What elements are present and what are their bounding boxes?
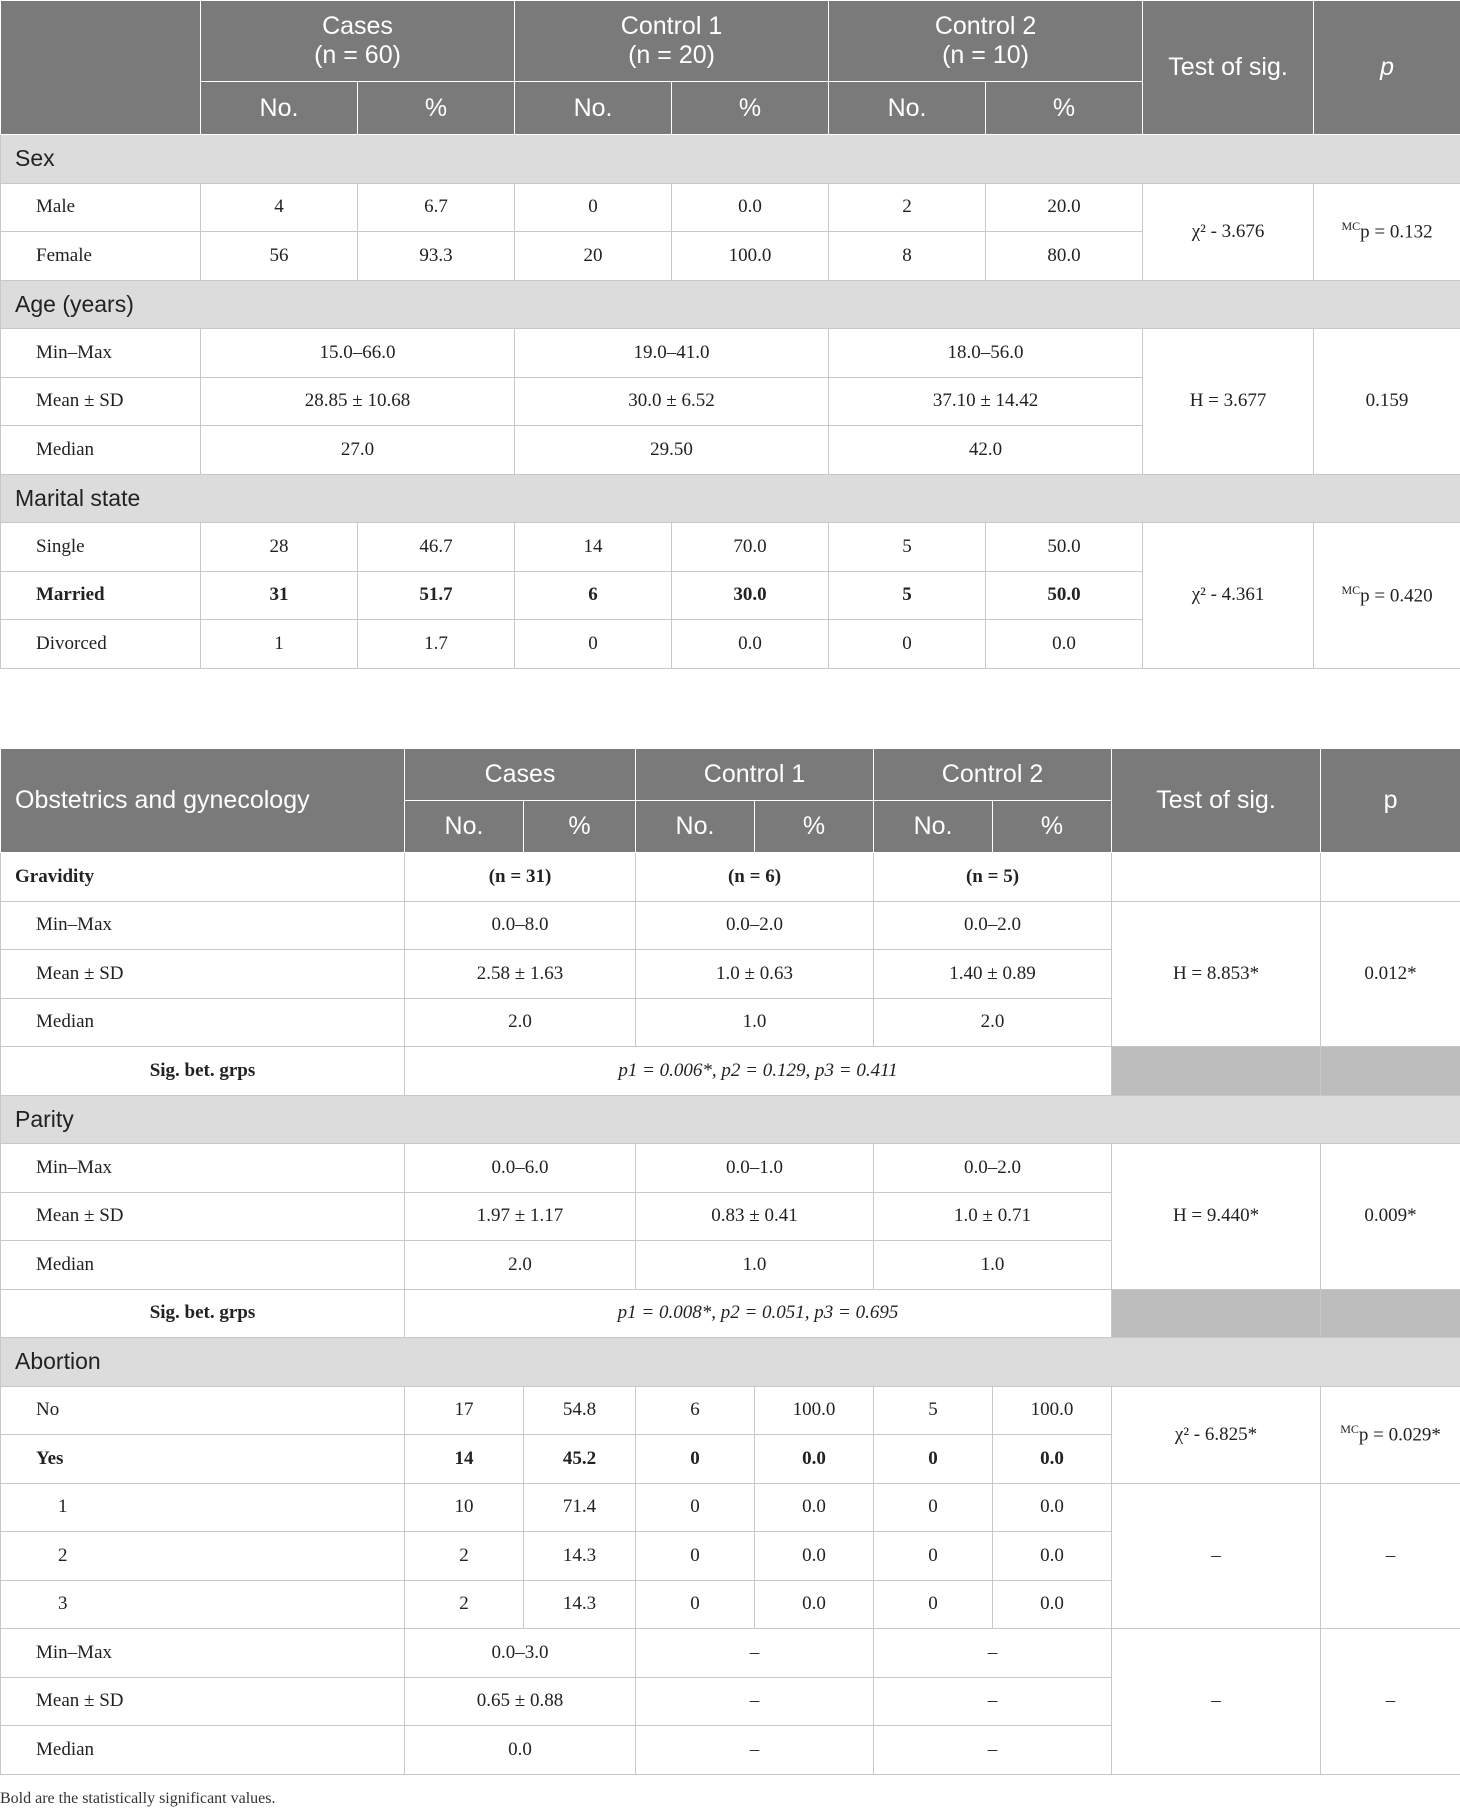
- cell: 1.97 ± 1.17: [405, 1192, 636, 1241]
- row-label: Median: [1, 1726, 405, 1775]
- cell: 0.0: [993, 1580, 1112, 1629]
- cell: [1321, 853, 1460, 902]
- cell: 0: [874, 1580, 993, 1629]
- test-cell: H = 3.677: [1143, 329, 1314, 475]
- cell: 0.83 ± 0.41: [636, 1192, 874, 1241]
- cell: 5: [829, 523, 986, 572]
- section-marital: Marital state: [1, 474, 1460, 523]
- test-cell: χ² - 4.361: [1143, 523, 1314, 669]
- test-cell: –: [1112, 1629, 1321, 1775]
- cell: 2.0: [405, 998, 636, 1047]
- header-group-control1: Control 1: [636, 749, 874, 801]
- demographics-table: [0, 0, 1460, 669]
- table-row: [1, 1047, 1460, 1096]
- cell: 0: [636, 1532, 755, 1581]
- row-label: Mean ± SD: [1, 1677, 405, 1726]
- row-label: Single: [1, 523, 201, 572]
- cell: 14: [515, 523, 672, 572]
- row-label: Female: [1, 232, 201, 281]
- cell: 4: [201, 183, 358, 232]
- shaded-cell: [1112, 1289, 1321, 1338]
- cell: 0.0: [672, 620, 829, 669]
- cell: [1112, 853, 1321, 902]
- cell: 29.50: [515, 426, 829, 475]
- cell: 14.3: [524, 1532, 636, 1581]
- cell: 30.0 ± 6.52: [515, 377, 829, 426]
- cell: 51.7: [358, 571, 515, 620]
- table-row: [1, 523, 1460, 572]
- cell: 28: [201, 523, 358, 572]
- row-label: Median: [1, 426, 201, 475]
- cell: (n = 5): [874, 853, 1112, 902]
- header-pct: %: [986, 82, 1143, 135]
- sig-label: Sig. bet. grps: [1, 1047, 405, 1096]
- p-cell: –: [1321, 1629, 1460, 1775]
- header-pct: %: [993, 801, 1112, 853]
- header-p: p: [1321, 749, 1460, 853]
- cell: 6: [636, 1386, 755, 1435]
- header-group-cases: Cases: [405, 749, 636, 801]
- cell: 27.0: [201, 426, 515, 475]
- cell: 1.0 ± 0.71: [874, 1192, 1112, 1241]
- cell: 30.0: [672, 571, 829, 620]
- cell: 6.7: [358, 183, 515, 232]
- header-no: No.: [829, 82, 986, 135]
- cell: 100.0: [755, 1386, 874, 1435]
- cell: 0.0: [993, 1483, 1112, 1532]
- cell: 28.85 ± 10.68: [201, 377, 515, 426]
- cell: 0: [636, 1580, 755, 1629]
- cell: (n = 31): [405, 853, 636, 902]
- table-row: [1, 1386, 1460, 1435]
- cell: 0.0–2.0: [874, 901, 1112, 950]
- cell: 0: [874, 1435, 993, 1484]
- cell: –: [636, 1629, 874, 1678]
- cell: 56: [201, 232, 358, 281]
- header-empty: [1, 1, 201, 135]
- row-label: Min–Max: [1, 1144, 405, 1193]
- row-label: Median: [1, 998, 405, 1047]
- row-label: Mean ± SD: [1, 377, 201, 426]
- cell: 71.4: [524, 1483, 636, 1532]
- cell: 0.0: [755, 1580, 874, 1629]
- cell: 1: [201, 620, 358, 669]
- p-cell: –: [1321, 1483, 1460, 1629]
- cell: 54.8: [524, 1386, 636, 1435]
- p-cell: 0.009*: [1321, 1144, 1460, 1290]
- row-label: Male: [1, 183, 201, 232]
- cell: 80.0: [986, 232, 1143, 281]
- cell: 93.3: [358, 232, 515, 281]
- header-no: No.: [636, 801, 755, 853]
- cell: 46.7: [358, 523, 515, 572]
- cell: 0.65 ± 0.88: [405, 1677, 636, 1726]
- cell: 1.0: [636, 1241, 874, 1290]
- cell: 100.0: [993, 1386, 1112, 1435]
- header-no: No.: [405, 801, 524, 853]
- header-no: No.: [201, 82, 358, 135]
- table-row: [1, 1144, 1460, 1193]
- section-abortion: Abortion: [1, 1338, 1460, 1387]
- header-pct: %: [755, 801, 874, 853]
- row-label: No: [1, 1386, 405, 1435]
- shaded-cell: [1112, 1047, 1321, 1096]
- table-row: [1, 1483, 1460, 1532]
- table-row: [1, 329, 1460, 378]
- cell: 0.0: [993, 1435, 1112, 1484]
- p-cell: $^{MC}$p = 0.029*: [1321, 1386, 1460, 1483]
- cell: 1.0: [636, 998, 874, 1047]
- cell: 17: [405, 1386, 524, 1435]
- cell: 1.40 ± 0.89: [874, 950, 1112, 999]
- cell: 0.0–6.0: [405, 1144, 636, 1193]
- cell: 0: [829, 620, 986, 669]
- header-test: Test of sig.: [1143, 1, 1314, 135]
- cell: 45.2: [524, 1435, 636, 1484]
- test-cell: –: [1112, 1483, 1321, 1629]
- cell: 0.0: [672, 183, 829, 232]
- cell: 2.0: [874, 998, 1112, 1047]
- cell: 0.0: [986, 620, 1143, 669]
- cell: 0.0: [755, 1435, 874, 1484]
- header-group-control1: Control 1 (n = 20): [515, 1, 829, 82]
- cell: 0.0: [405, 1726, 636, 1775]
- cell: 14: [405, 1435, 524, 1484]
- cell: 70.0: [672, 523, 829, 572]
- cell: 0.0: [755, 1532, 874, 1581]
- row-label: Yes: [1, 1435, 405, 1484]
- table-row: [1, 901, 1460, 950]
- cell: 0.0: [993, 1532, 1112, 1581]
- row-label: Divorced: [1, 620, 201, 669]
- cell: 2: [405, 1532, 524, 1581]
- cell: 37.10 ± 14.42: [829, 377, 1143, 426]
- footnote: Bold are the statistically significant values.: [0, 1790, 276, 1807]
- table-row: [1, 183, 1460, 232]
- cell: 0.0–8.0: [405, 901, 636, 950]
- cell: –: [874, 1677, 1112, 1726]
- cell: –: [636, 1726, 874, 1775]
- header-pct: %: [672, 82, 829, 135]
- test-cell: χ² - 6.825*: [1112, 1386, 1321, 1483]
- cell: 0.0–2.0: [874, 1144, 1112, 1193]
- row-label: Mean ± SD: [1, 950, 405, 999]
- header-pct: %: [358, 82, 515, 135]
- header-no: No.: [874, 801, 993, 853]
- row-label: Married: [1, 571, 201, 620]
- header-pct: %: [524, 801, 636, 853]
- sig-values: p1 = 0.006*, p2 = 0.129, p3 = 0.411: [405, 1047, 1112, 1096]
- header-no: No.: [515, 82, 672, 135]
- header-test: Test of sig.: [1112, 749, 1321, 853]
- cell: 2.0: [405, 1241, 636, 1290]
- cell: 1.7: [358, 620, 515, 669]
- cell: 0.0–1.0: [636, 1144, 874, 1193]
- cell: 1.0 ± 0.63: [636, 950, 874, 999]
- row-label: 3: [1, 1580, 405, 1629]
- row-label: Min–Max: [1, 1629, 405, 1678]
- cell: 50.0: [986, 571, 1143, 620]
- cell: 8: [829, 232, 986, 281]
- header-p: p: [1314, 1, 1460, 135]
- cell: 5: [874, 1386, 993, 1435]
- row-label: Mean ± SD: [1, 1192, 405, 1241]
- section-gravidity: Gravidity: [1, 853, 405, 902]
- cell: –: [636, 1677, 874, 1726]
- cell: (n = 6): [636, 853, 874, 902]
- cell: –: [874, 1726, 1112, 1775]
- cell: 31: [201, 571, 358, 620]
- row-label: Min–Max: [1, 329, 201, 378]
- cell: 15.0–66.0: [201, 329, 515, 378]
- row-label: 2: [1, 1532, 405, 1581]
- test-cell: H = 8.853*: [1112, 901, 1321, 1047]
- sig-label: Sig. bet. grps: [1, 1289, 405, 1338]
- row-label: 1: [1, 1483, 405, 1532]
- p-cell: $^{MC}$p = 0.132: [1314, 183, 1460, 280]
- cell: 0: [636, 1483, 755, 1532]
- cell: 42.0: [829, 426, 1143, 475]
- cell: 0: [636, 1435, 755, 1484]
- section-sex: Sex: [1, 135, 1460, 184]
- sig-values: p1 = 0.008*, p2 = 0.051, p3 = 0.695: [405, 1289, 1112, 1338]
- p-cell: 0.159: [1314, 329, 1460, 475]
- shaded-cell: [1321, 1047, 1460, 1096]
- cell: 18.0–56.0: [829, 329, 1143, 378]
- cell: 0.0–2.0: [636, 901, 874, 950]
- cell: 2.58 ± 1.63: [405, 950, 636, 999]
- shaded-cell: [1321, 1289, 1460, 1338]
- test-cell: H = 9.440*: [1112, 1144, 1321, 1290]
- table-row: [1, 853, 1460, 902]
- section-age: Age (years): [1, 280, 1460, 329]
- p-cell: $^{MC}$p = 0.420: [1314, 523, 1460, 669]
- row-label: Min–Max: [1, 901, 405, 950]
- cell: 20: [515, 232, 672, 281]
- cell: 0.0–3.0: [405, 1629, 636, 1678]
- cell: 19.0–41.0: [515, 329, 829, 378]
- cell: 14.3: [524, 1580, 636, 1629]
- cell: 0: [515, 183, 672, 232]
- cell: 50.0: [986, 523, 1143, 572]
- row-label: Median: [1, 1241, 405, 1290]
- cell: 0.0: [755, 1483, 874, 1532]
- cell: 6: [515, 571, 672, 620]
- header-group-control2: Control 2 (n = 10): [829, 1, 1143, 82]
- header-group-cases: Cases (n = 60): [201, 1, 515, 82]
- table-row: [1, 1629, 1460, 1678]
- obstetrics-table: [0, 748, 1460, 1775]
- table-row: [1, 1289, 1460, 1338]
- cell: –: [874, 1629, 1112, 1678]
- cell: 1.0: [874, 1241, 1112, 1290]
- p-cell: 0.012*: [1321, 901, 1460, 1047]
- cell: 0: [874, 1532, 993, 1581]
- cell: 10: [405, 1483, 524, 1532]
- cell: 0: [874, 1483, 993, 1532]
- cell: 0: [515, 620, 672, 669]
- cell: 100.0: [672, 232, 829, 281]
- cell: 20.0: [986, 183, 1143, 232]
- test-cell: χ² - 3.676: [1143, 183, 1314, 280]
- cell: 2: [405, 1580, 524, 1629]
- header-title: Obstetrics and gynecology: [1, 749, 405, 853]
- header-group-control2: Control 2: [874, 749, 1112, 801]
- cell: 5: [829, 571, 986, 620]
- section-parity: Parity: [1, 1095, 1460, 1144]
- cell: 2: [829, 183, 986, 232]
